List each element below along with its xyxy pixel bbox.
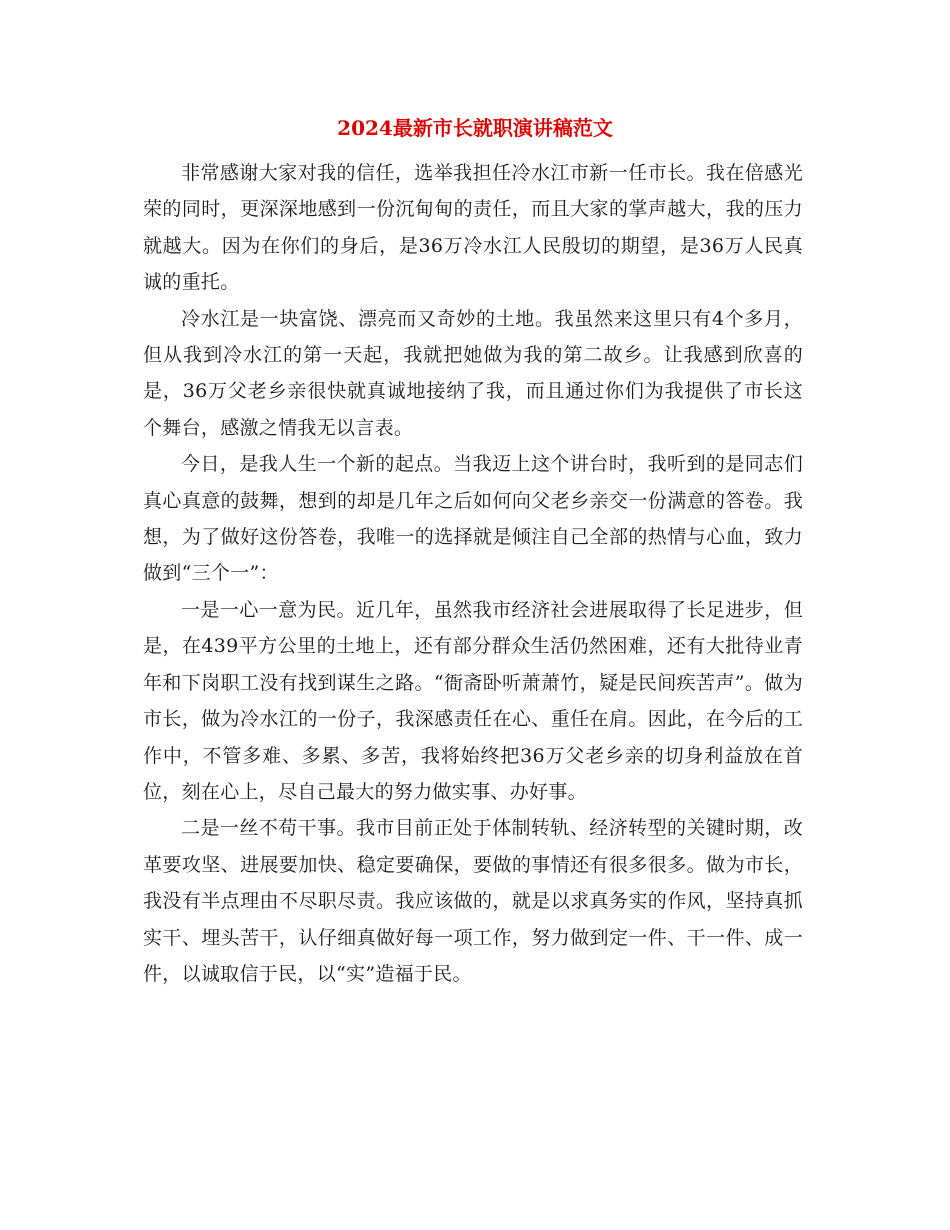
- paragraph-2: 冷水江是一块富饶、漂亮而又奇妙的土地。我虽然来这里只有4个多月，但从我到冷水江的第一天起，我就把她做为我的第二故乡。让我感到欣喜的是，36万父老乡亲很快就真诚地接纳了我，而且通过你们为我提供了市长这个舞台，感激之情我无以言表。: [143, 307, 803, 439]
- paragraph-4: 一是一心一意为民。近几年，虽然我市经济社会进展取得了长足进步，但是，在439平方公里的土地上，还有部分群众生活仍然困难，还有大批待业青年和下岗职工没有找到谋生之路。“衙斋卧听萧萧竹，疑是民间疾苦声”。做为市长，做为冷水江的一份子，我深感责任在心、重任在肩。因此，在今后的工作中，不管多难、多累、多苦，我将始终把36万父老乡亲的切身利益放在首位，刻在心上，尽自己最大的努力做实事、办好事。: [143, 598, 803, 803]
- paragraph-5: 二是一丝不苟干事。我市目前正处于体制转轨、经济转型的关键时期，改革要攻坚、进展要加快、稳定要确保，要做的事情还有很多很多。做为市长，我没有半点理由不尽职尽责。我应该做的，就是以求真务实的作风，坚持真抓实干、埋头苦干，认仔细真做好每一项工作，努力做到定一件、干一件、成一件，以诚取信于民，以“实”造福于民。: [143, 817, 803, 985]
- paragraph-3: 今日，是我人生一个新的起点。当我迈上这个讲台时，我听到的是同志们真心真意的鼓舞，想到的却是几年之后如何向父老乡亲交一份满意的答卷。我想，为了做好这份答卷，我唯一的选择就是倾注自己全部的热情与心血，致力做到“三个一”：: [143, 453, 803, 585]
- document-body: [143, 155, 803, 992]
- document-title: 2024最新市长就职演讲稿范文: [337, 116, 613, 140]
- paragraph-1: 非常感谢大家对我的信任，选举我担任冷水江市新一任市长。我在倍感光荣的同时，更深深地感到一份沉甸甸的责任，而且大家的掌声越大，我的压力就越大。因为在你们的身后，是36万冷水江人民殷切的期望，是36万人民真诚的重托。: [143, 162, 803, 294]
